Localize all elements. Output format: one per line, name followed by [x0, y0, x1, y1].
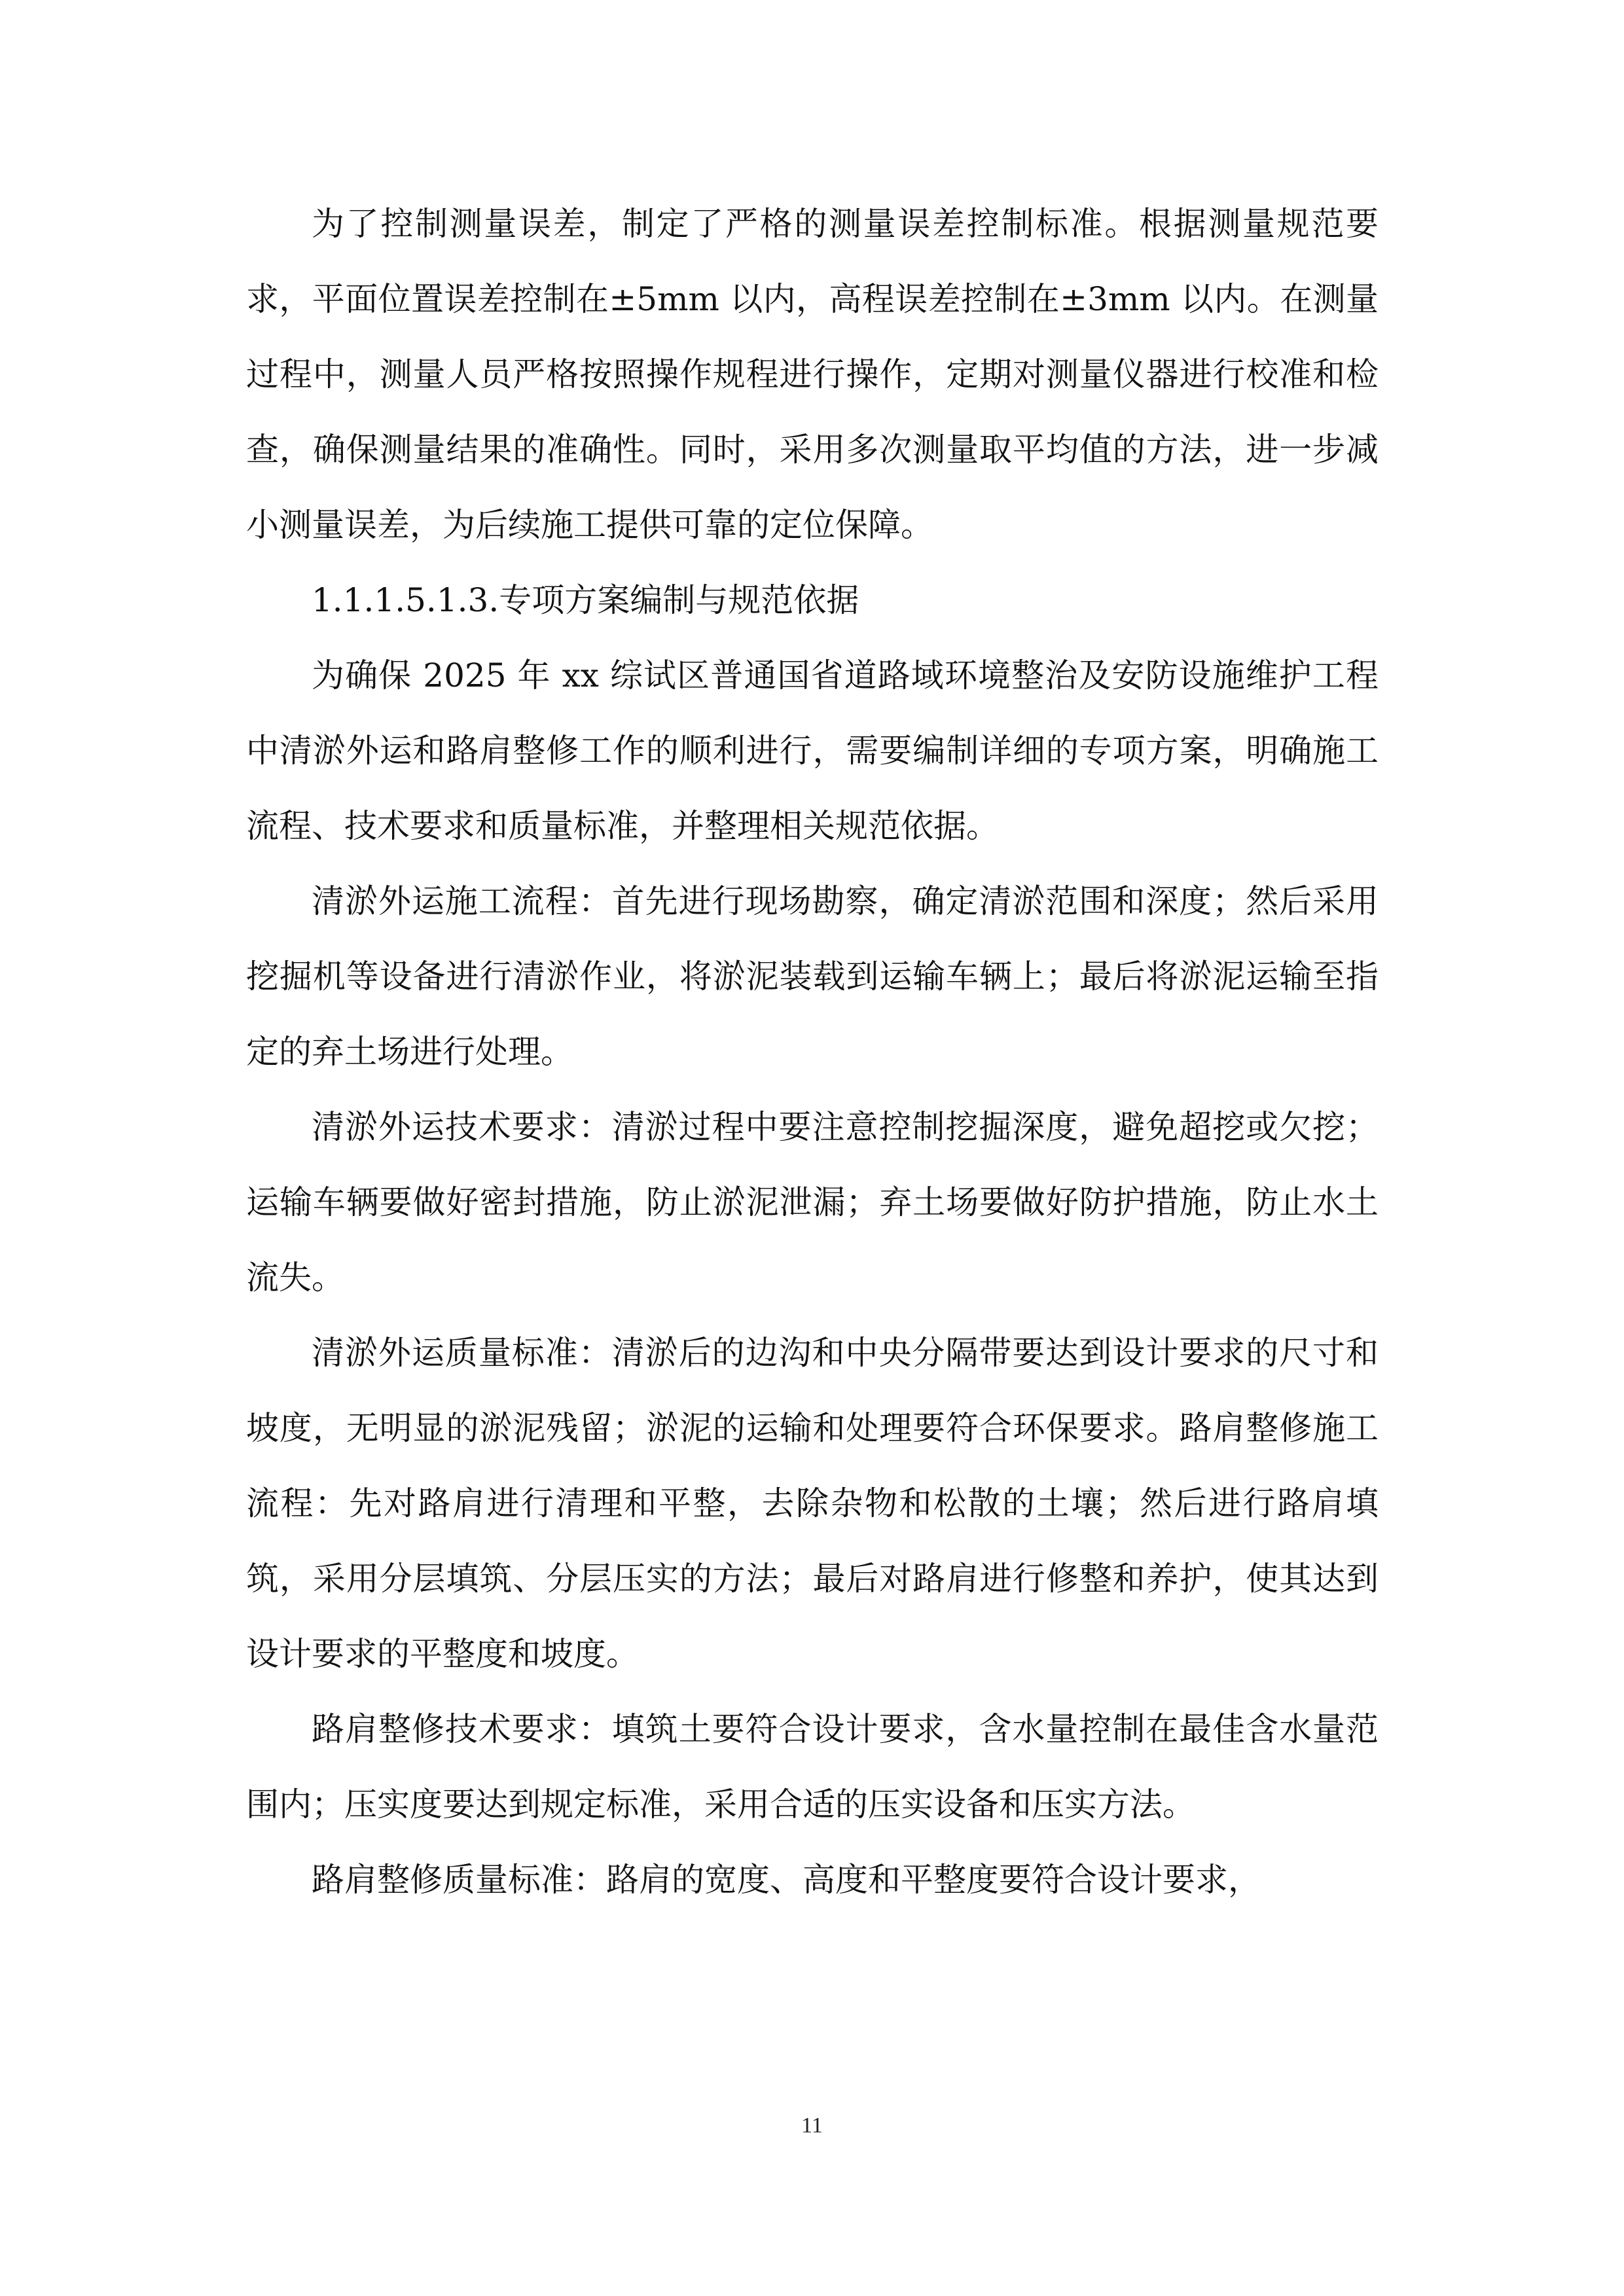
section-heading: 1.1.1.5.1.3.专项方案编制与规范依据 — [312, 581, 859, 619]
paragraph-shoulder-quality: 路肩整修质量标准：路肩的宽度、高度和平整度要符合设计要求， — [312, 1861, 1261, 1899]
body-text — [246, 187, 1379, 1918]
paragraph-shoulder-technical: 路肩整修技术要求：填筑土要符合设计要求，含水量控制在最佳含水量范围内；压实度要达到规定标准，采用合适的压实设备和压实方法。 — [246, 1710, 1379, 1823]
paragraph-dredging-technical: 清淤外运技术要求：清淤过程中要注意控制挖掘深度，避免超挖或欠挖；运输车辆要做好密封措施，防止淤泥泄漏；弃土场要做好防护措施，防止水土流失。 — [246, 1108, 1379, 1297]
paragraph-measurement-error: 为了控制测量误差，制定了严格的测量误差控制标准。根据测量规范要求，平面位置误差控制在±5mm 以内，高程误差控制在±3mm 以内。在测量过程中，测量人员严格按照操作规程进行操作，定期对测量仪器进行校准和检查，确保测量结果的准确性。同时，采用多次测量取平均值的方法，进一步减小测量误差，为后续施工提供可靠的定位保障。 — [246, 205, 1379, 544]
paragraph-dredging-quality: 清淤外运质量标准：清淤后的边沟和中央分隔带要达到设计要求的尺寸和坡度，无明显的淤泥残留；淤泥的运输和处理要符合环保要求。路肩整修施工流程：先对路肩进行清理和平整，去除杂物和松散的土壤；然后进行路肩填筑，采用分层填筑、分层压实的方法；最后对路肩进行修整和养护，使其达到设计要求的平整度和坡度。 — [246, 1334, 1379, 1673]
page-number: 11 — [801, 2113, 823, 2138]
paragraph-dredging-process: 清淤外运施工流程：首先进行现场勘察，确定清淤范围和深度；然后采用挖掘机等设备进行清淤作业，将淤泥装载到运输车辆上；最后将淤泥运输至指定的弃土场进行处理。 — [246, 882, 1379, 1071]
paragraph-special-plan: 为确保 2025 年 xx 综试区普通国省道路域环境整治及安防设施维护工程中清淤外运和路肩整修工作的顺利进行，需要编制详细的专项方案，明确施工流程、技术要求和质量标准，并整理相关规范依据。 — [246, 656, 1379, 845]
